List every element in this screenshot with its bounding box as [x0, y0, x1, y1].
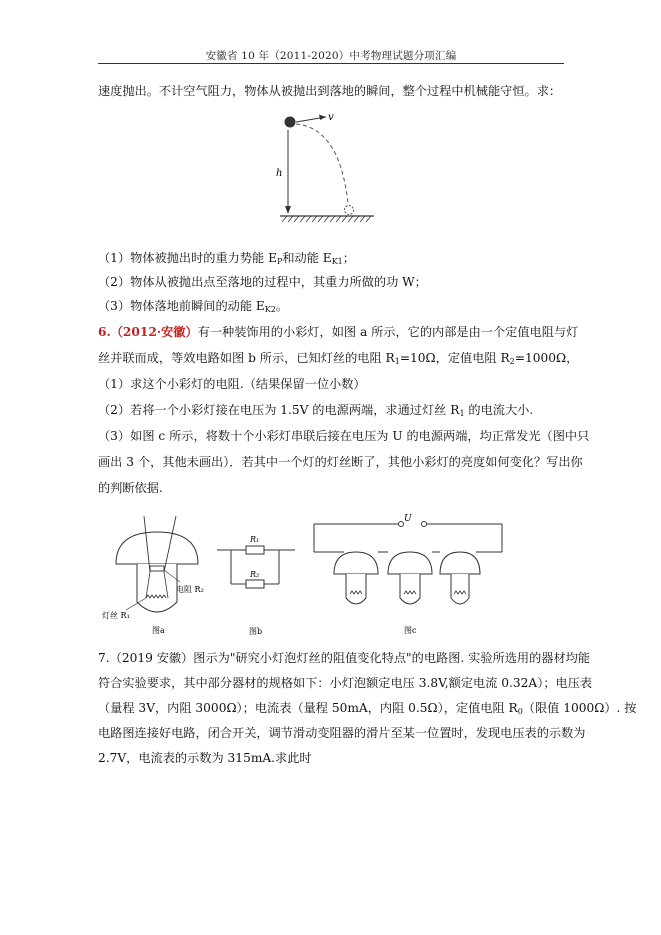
lamp-3 — [440, 552, 480, 604]
figure-c-series — [310, 512, 510, 637]
q7-line4: 电路图连接好电路，闭合开关，调节滑动变阻器的滑片至某一位置时，发现电压表的示数为 — [98, 726, 586, 740]
lamp-cap — [116, 532, 198, 564]
label-u: U — [404, 514, 412, 524]
q6-number: 6.（2012·安徽） — [98, 325, 198, 339]
projectile-figure — [262, 104, 382, 228]
trajectory — [296, 124, 348, 204]
velocity-arrowhead — [319, 115, 326, 121]
terminal-left — [399, 522, 404, 527]
q5-sub3: （3）物体落地前瞬间的动能 $E_{K2}$。 — [98, 299, 289, 314]
label-r1: R₁ — [250, 535, 260, 544]
label-r2: R₂ — [250, 570, 260, 579]
caption-fig-a: 图a — [152, 626, 165, 635]
q6-line1: 6.（2012·安徽）有一种装饰用的小彩灯，如图 a 所示，它的内部是由一个定值电阻与灯 — [98, 325, 579, 339]
label-filament: 灯丝 R₁ — [102, 611, 130, 620]
q6-line2: 丝并联而成，等效电路如图 b 所示，已知灯丝的电阻 $R_1=10\Omega$，定值电阻 $R_2=1000\Omega$， — [98, 351, 579, 366]
caption-fig-c: 图c — [404, 626, 417, 635]
ground-hatching — [282, 216, 371, 222]
intro-line: 速度抛出。不计空气阻力，物体从被抛出到落地的瞬间，整个过程中机械能守恒。求： — [98, 84, 562, 98]
resistor-r1 — [246, 546, 264, 554]
ball-end — [345, 206, 354, 215]
q7-line5: 2.7V，电流表的示数为 315mA.求此时 — [98, 751, 312, 765]
figure-a-lamp — [100, 512, 215, 637]
q6-sub3-line1: （3）如图 c 所示，将数十个小彩灯串联后接在电压为 U 的电源两端，均正常发光（图中只 — [98, 429, 590, 443]
ball-start — [285, 117, 296, 128]
q6-sub3-line2: 画出 3 个，其他未画出）．若其中一个灯的灯丝断了，其他小彩灯的亮度如何变化？写出你 — [98, 455, 583, 469]
height-arrowhead — [285, 206, 291, 214]
q6-sub1: （1）求这个小彩灯的电阻.（结果保留一位小数） — [98, 377, 366, 391]
q7-line3: （量程 3V，内阻 3000Ω）；电流表（量程 50mA，内阻 0.5Ω），定值电阻 $R_0$（限值 1000Ω）. 按 — [98, 701, 637, 716]
page-header: 安徽省 10 年（2011-2020）中考物理试题分项汇编 — [205, 50, 457, 62]
q7-line1: 7.（2019 安徽）图示为"研究小灯泡灯丝的阻值变化特点"的电路图. 实验所选用的器材均能 — [98, 651, 591, 665]
label-resistor: 电阻 R₂ — [176, 585, 204, 594]
q5-sub2: （2）物体从被抛出点至落地的过程中，其重力所做的功 W； — [98, 275, 427, 289]
v-label: v — [328, 112, 334, 123]
terminal-right — [422, 522, 427, 527]
q7-line2: 符合实验要求，其中部分器材的规格如下：小灯泡额定电压 3.8V,额定电流 0.32A）；电压表 — [98, 676, 593, 690]
resistor-r2 — [150, 566, 164, 571]
caption-fig-b: 图b — [249, 627, 263, 636]
q5-sub1: （1）物体被抛出时的重力势能 $E_P$和动能 $E_{K1}$； — [98, 251, 355, 266]
q6-sub2: （2）若将一个小彩灯接在电压为 1.5V 的电源两端，求通过灯丝 $R_1$ 的电流大小. — [98, 403, 534, 418]
header-rule — [98, 63, 564, 64]
figure-b-circuit — [215, 530, 300, 637]
h-label: h — [276, 168, 283, 179]
resistor-r2 — [246, 580, 264, 588]
lamp-1 — [334, 552, 378, 604]
q6-sub3-line3: 的判断依据. — [98, 481, 163, 495]
lamp-2 — [388, 552, 432, 604]
